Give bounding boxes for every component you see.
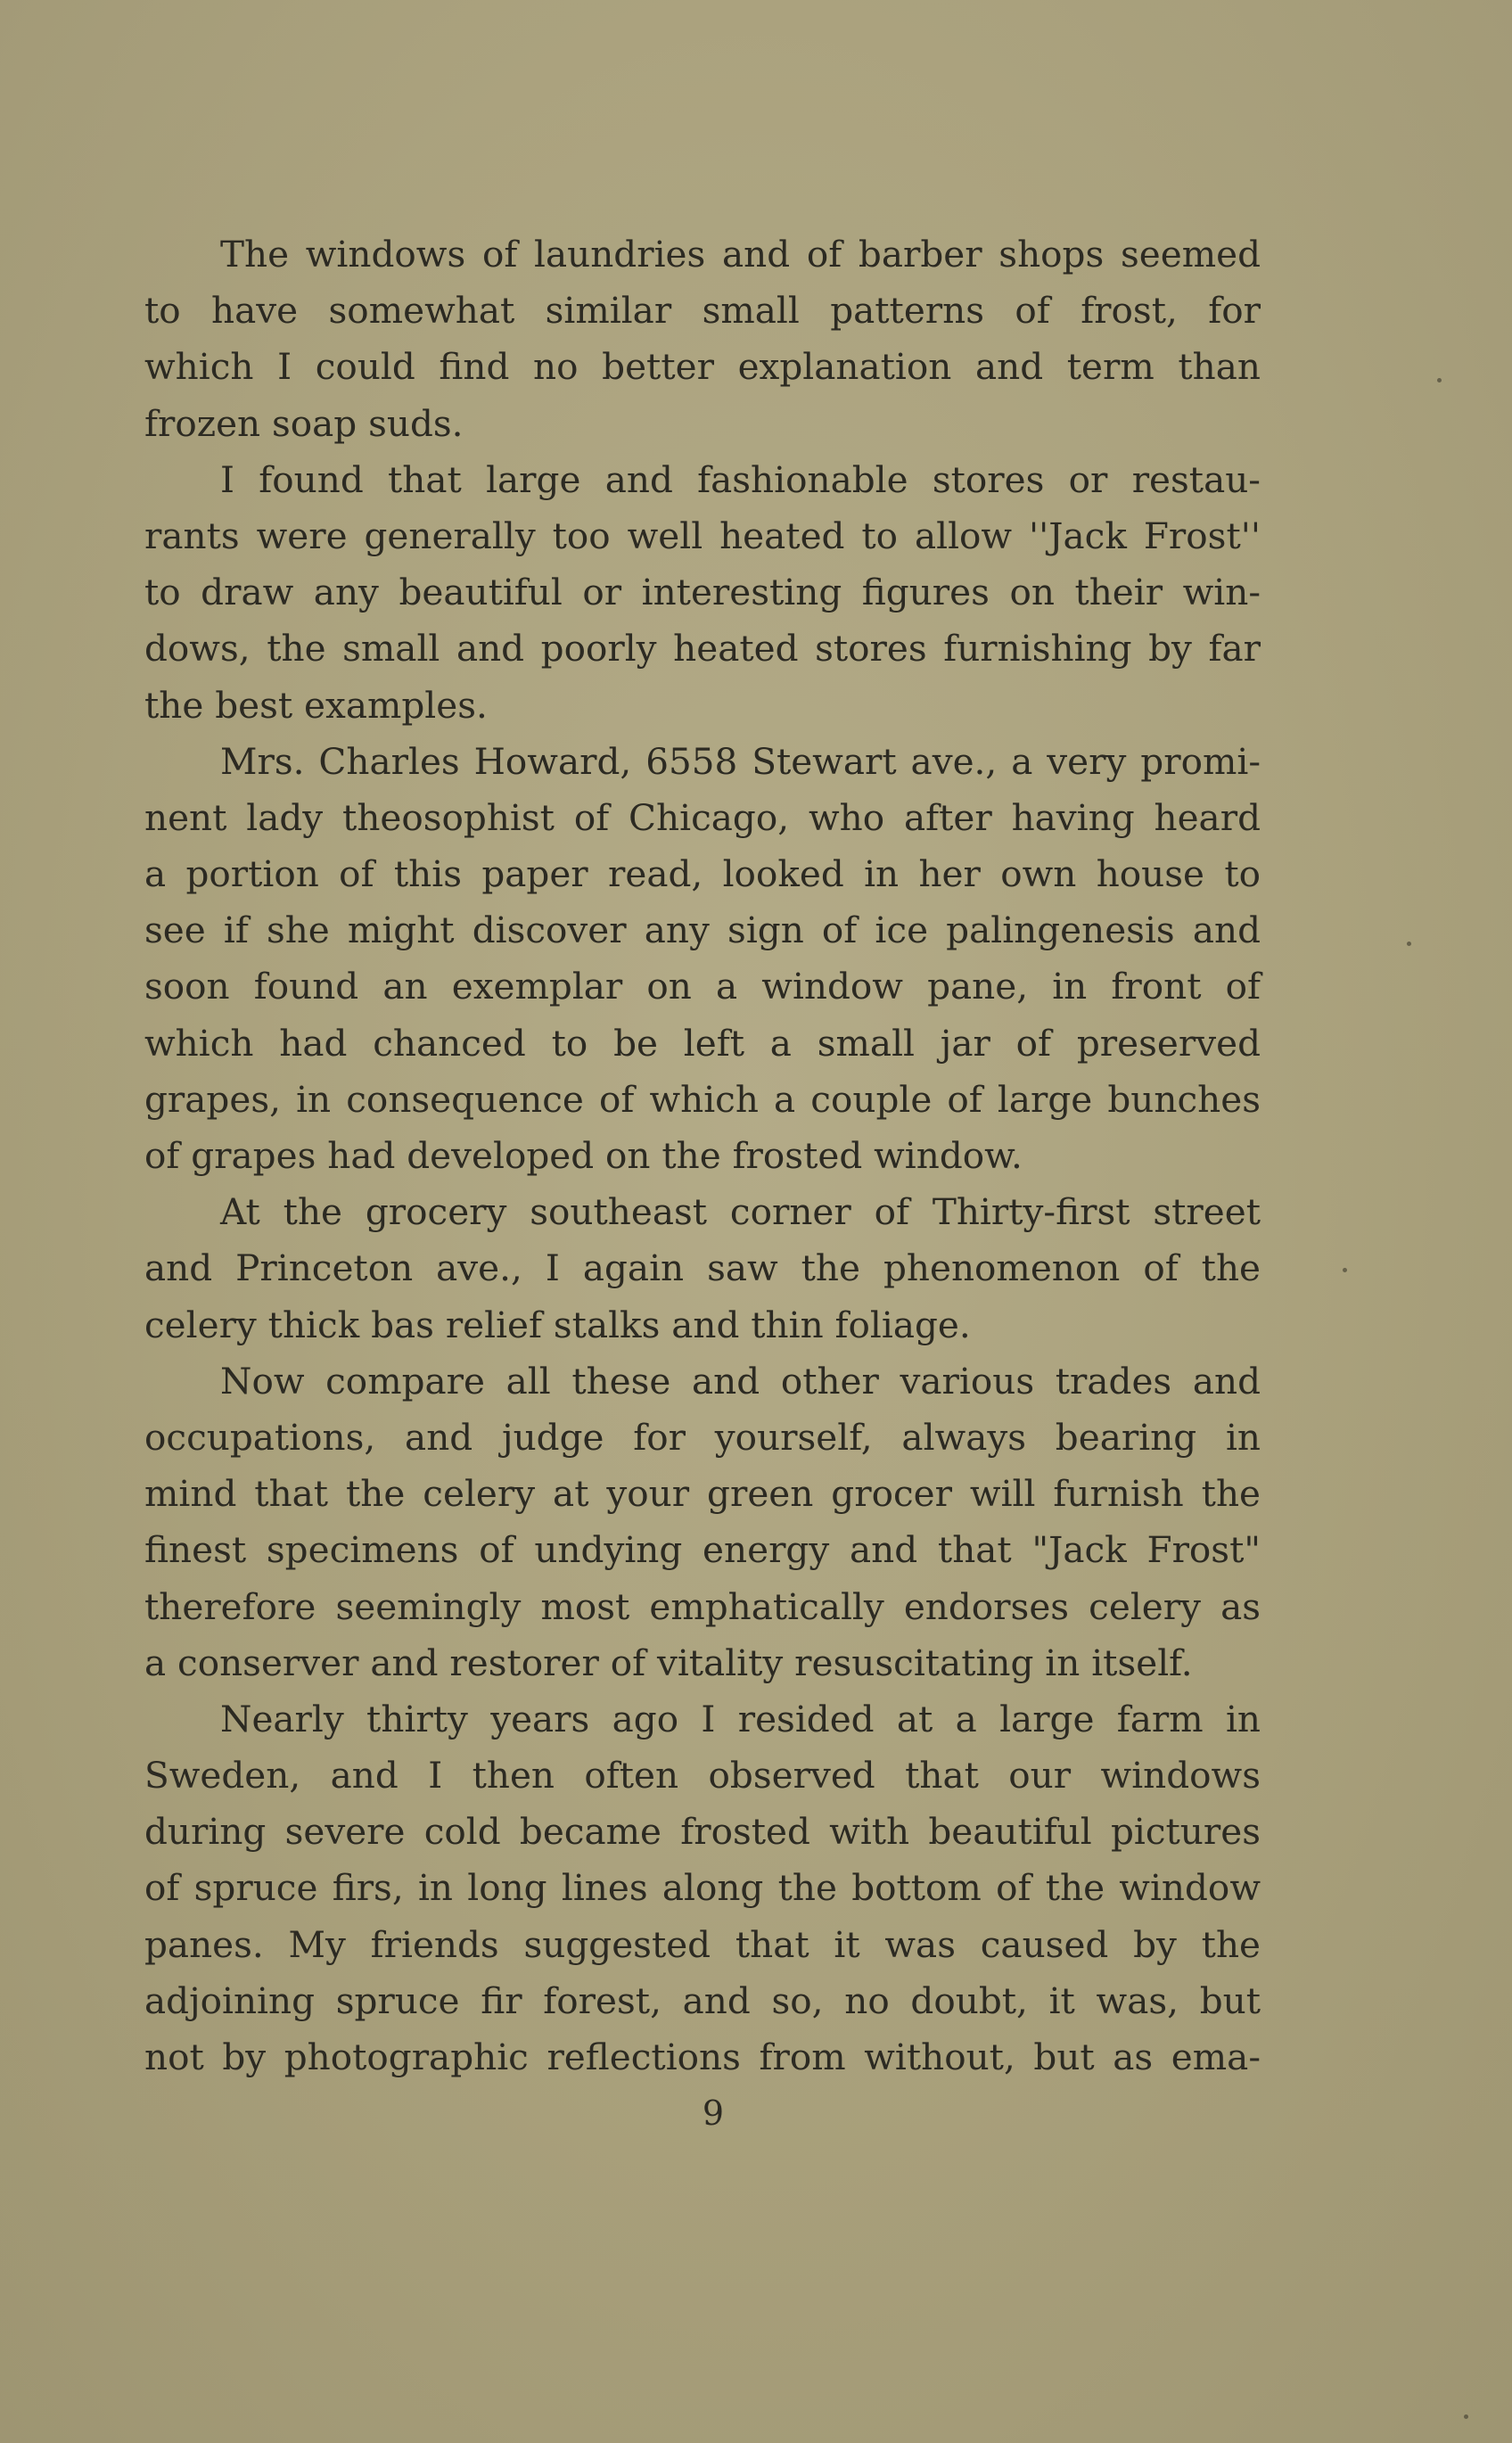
text-line: of spruce firs, in long lines along the bottom of the window — [144, 1866, 1261, 1910]
text-line: mind that the celery at your green grocer will furnish the — [144, 1472, 1261, 1516]
text-line: Sweden, and I then often observed that our windows — [144, 1754, 1261, 1797]
text-line: adjoining spruce fir forest, and so, no doubt, it was, but — [144, 1978, 1261, 2022]
text-line: I found that large and fashionable stores or restau- — [220, 457, 1261, 501]
text-line: nent lady theosophist of Chicago, who after having heard — [144, 795, 1261, 839]
text-line: celery thick bas relief stalks and thin foliage. — [144, 1303, 971, 1346]
text-line: see if she might discover any sign of ice palingenesis and — [144, 909, 1261, 952]
text-line: occupations, and judge for yourself, always bearing in — [144, 1415, 1261, 1459]
text-line: soon found an exemplar on a window pane, in front of — [144, 965, 1261, 1008]
text-line: which I could find no better explanation and term than — [144, 345, 1261, 389]
paper-speck — [1437, 378, 1442, 382]
text-line: to have somewhat similar small patterns of frost, for — [144, 289, 1261, 333]
page-number: 9 — [702, 2093, 725, 2133]
text-line: therefore seemingly most emphatically endorses celery as — [144, 1584, 1261, 1628]
text-line: finest specimens of undying energy and that "Jack Frost" — [144, 1528, 1261, 1572]
text-line: of grapes had developed on the frosted window. — [144, 1134, 1023, 1177]
text-line: The windows of laundries and of barber shops seemed — [220, 233, 1261, 276]
text-line: and Princeton ave., I again saw the phenomenon of the — [144, 1246, 1261, 1290]
text-line: not by photographic reflections from without, but as ema- — [144, 2036, 1261, 2078]
text-line: a portion of this paper read, looked in her own house to — [144, 852, 1261, 896]
body-text — [144, 226, 1261, 2085]
text-line: Now compare all these and other various trades and — [220, 1359, 1261, 1402]
text-line: a conserver and restorer of vitality resuscitating in itself. — [144, 1641, 1193, 1684]
text-line: frozen soap suds. — [144, 401, 464, 445]
text-line: rants were generally too well heated to allow ''Jack Frost'' — [144, 514, 1261, 557]
text-line: Nearly thirty years ago I resided at a large farm in — [220, 1697, 1261, 1740]
text-line: which had chanced to be left a small jar of preserved — [144, 1021, 1261, 1065]
paper-speck — [1407, 942, 1411, 946]
text-line: At the grocery southeast corner of Thirty-first street — [220, 1190, 1261, 1234]
text-line: during severe cold became frosted with beautiful pictures — [144, 1810, 1261, 1854]
paper-speck — [1343, 1268, 1347, 1272]
paper-speck — [1464, 2414, 1468, 2419]
text-line: Mrs. Charles Howard, 6558 Stewart ave., a very promi- — [220, 739, 1261, 783]
text-line: grapes, in consequence of which a couple of large bunches — [144, 1077, 1261, 1121]
text-line: panes. My friends suggested that it was caused by the — [144, 1922, 1261, 1966]
text-line: to draw any beautiful or interesting figures on their win- — [144, 571, 1261, 614]
text-line: the best examples. — [144, 683, 488, 727]
text-line: dows, the small and poorly heated stores furnishing by far — [144, 627, 1261, 670]
